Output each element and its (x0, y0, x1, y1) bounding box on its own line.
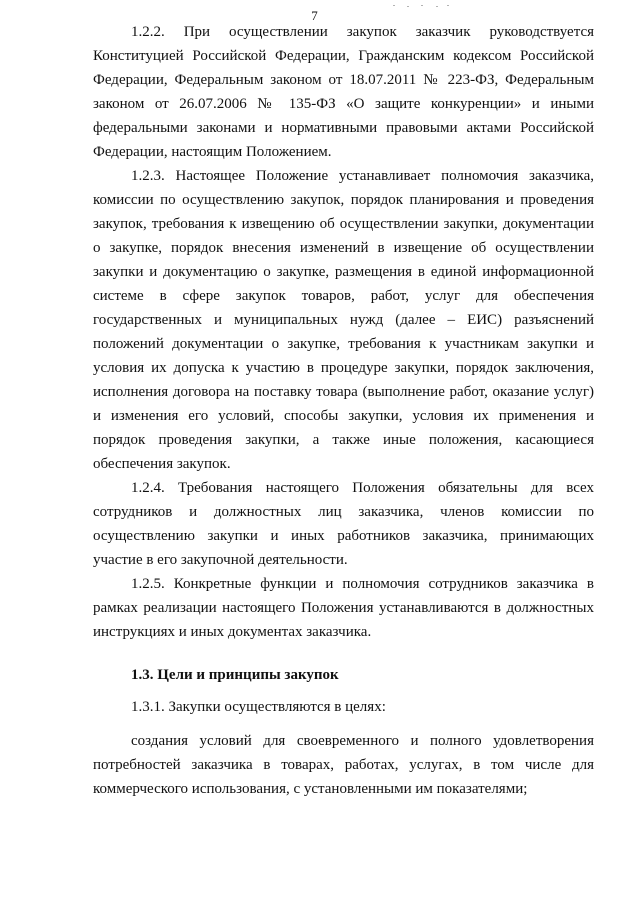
section-heading: 1.3. Цели и принципы закупок (131, 667, 339, 683)
page-number: 7 (311, 8, 318, 23)
paragraph-1-2-5: 1.2.5. Конкретные функции и полномочия сотрудников заказчика в рамках реализации настоящего Положения устанавливаются в должностных инструкциях и иных документах заказчика. (93, 576, 594, 640)
scan-dot (447, 5, 449, 6)
scan-dot (421, 5, 423, 6)
paragraph-1-2-2: 1.2.2. При осуществлении закупок заказчик руководствуется Конституцией Российской Федерации, Гражданским кодексом Российской Федерации, Федеральным законом от 18.07.2011 № 223-ФЗ, Федеральным законом от 26.07.2006 № 135-ФЗ «О защите конкуренции» и иными федеральными законами и нормативными правовыми актами Российской Федерации, настоящим Положением. (93, 24, 594, 160)
scan-dot (393, 5, 395, 6)
scan-dot (436, 6, 438, 7)
paragraph-spacer (93, 719, 594, 729)
paragraph-1-2-3: 1.2.3. Настоящее Положение устанавливает полномочия заказчика, комиссии по осуществлению закупок, порядок планирования и проведения закупок, требования к извещению об осуществлении закупки, документации о закупке, порядок внесения изменений в извещение об осуществлении закупки и документацию о закупке, размещения в единой информационной системе в сфере закупок товаров, работ, услуг для обеспечения государственных и муниципальных нужд (далее – ЕИС) разъяснений положений документации о закупке, требования к участникам закупки и условия их допуска к участию в процедуре закупки, порядок заключения, исполнения договора на поставку товара (выполнение работ, оказание услуг) и изменения его условий, способы закупки, условия их применения и порядок проведения закупки, а также иные положения, касающиеся обеспечения закупок. (93, 168, 594, 472)
scan-dot (407, 6, 409, 7)
paragraph-goal: создания условий для своевременного и полного удовлетворения потребностей заказчика в товарах, работах, услугах, в том числе для коммерческого использования, с установленными им показателями; (93, 733, 594, 797)
document-body (93, 20, 594, 801)
paragraph-1-3-1: 1.3.1. Закупки осуществляются в целях: (131, 699, 386, 715)
paragraph-1-2-4: 1.2.4. Требования настоящего Положения обязательны для всех сотрудников и должностных лиц заказчика, членов комиссии по осуществлению закупки и иных работников заказчика, принимающих участие в его закупочной деятельности. (93, 480, 594, 568)
